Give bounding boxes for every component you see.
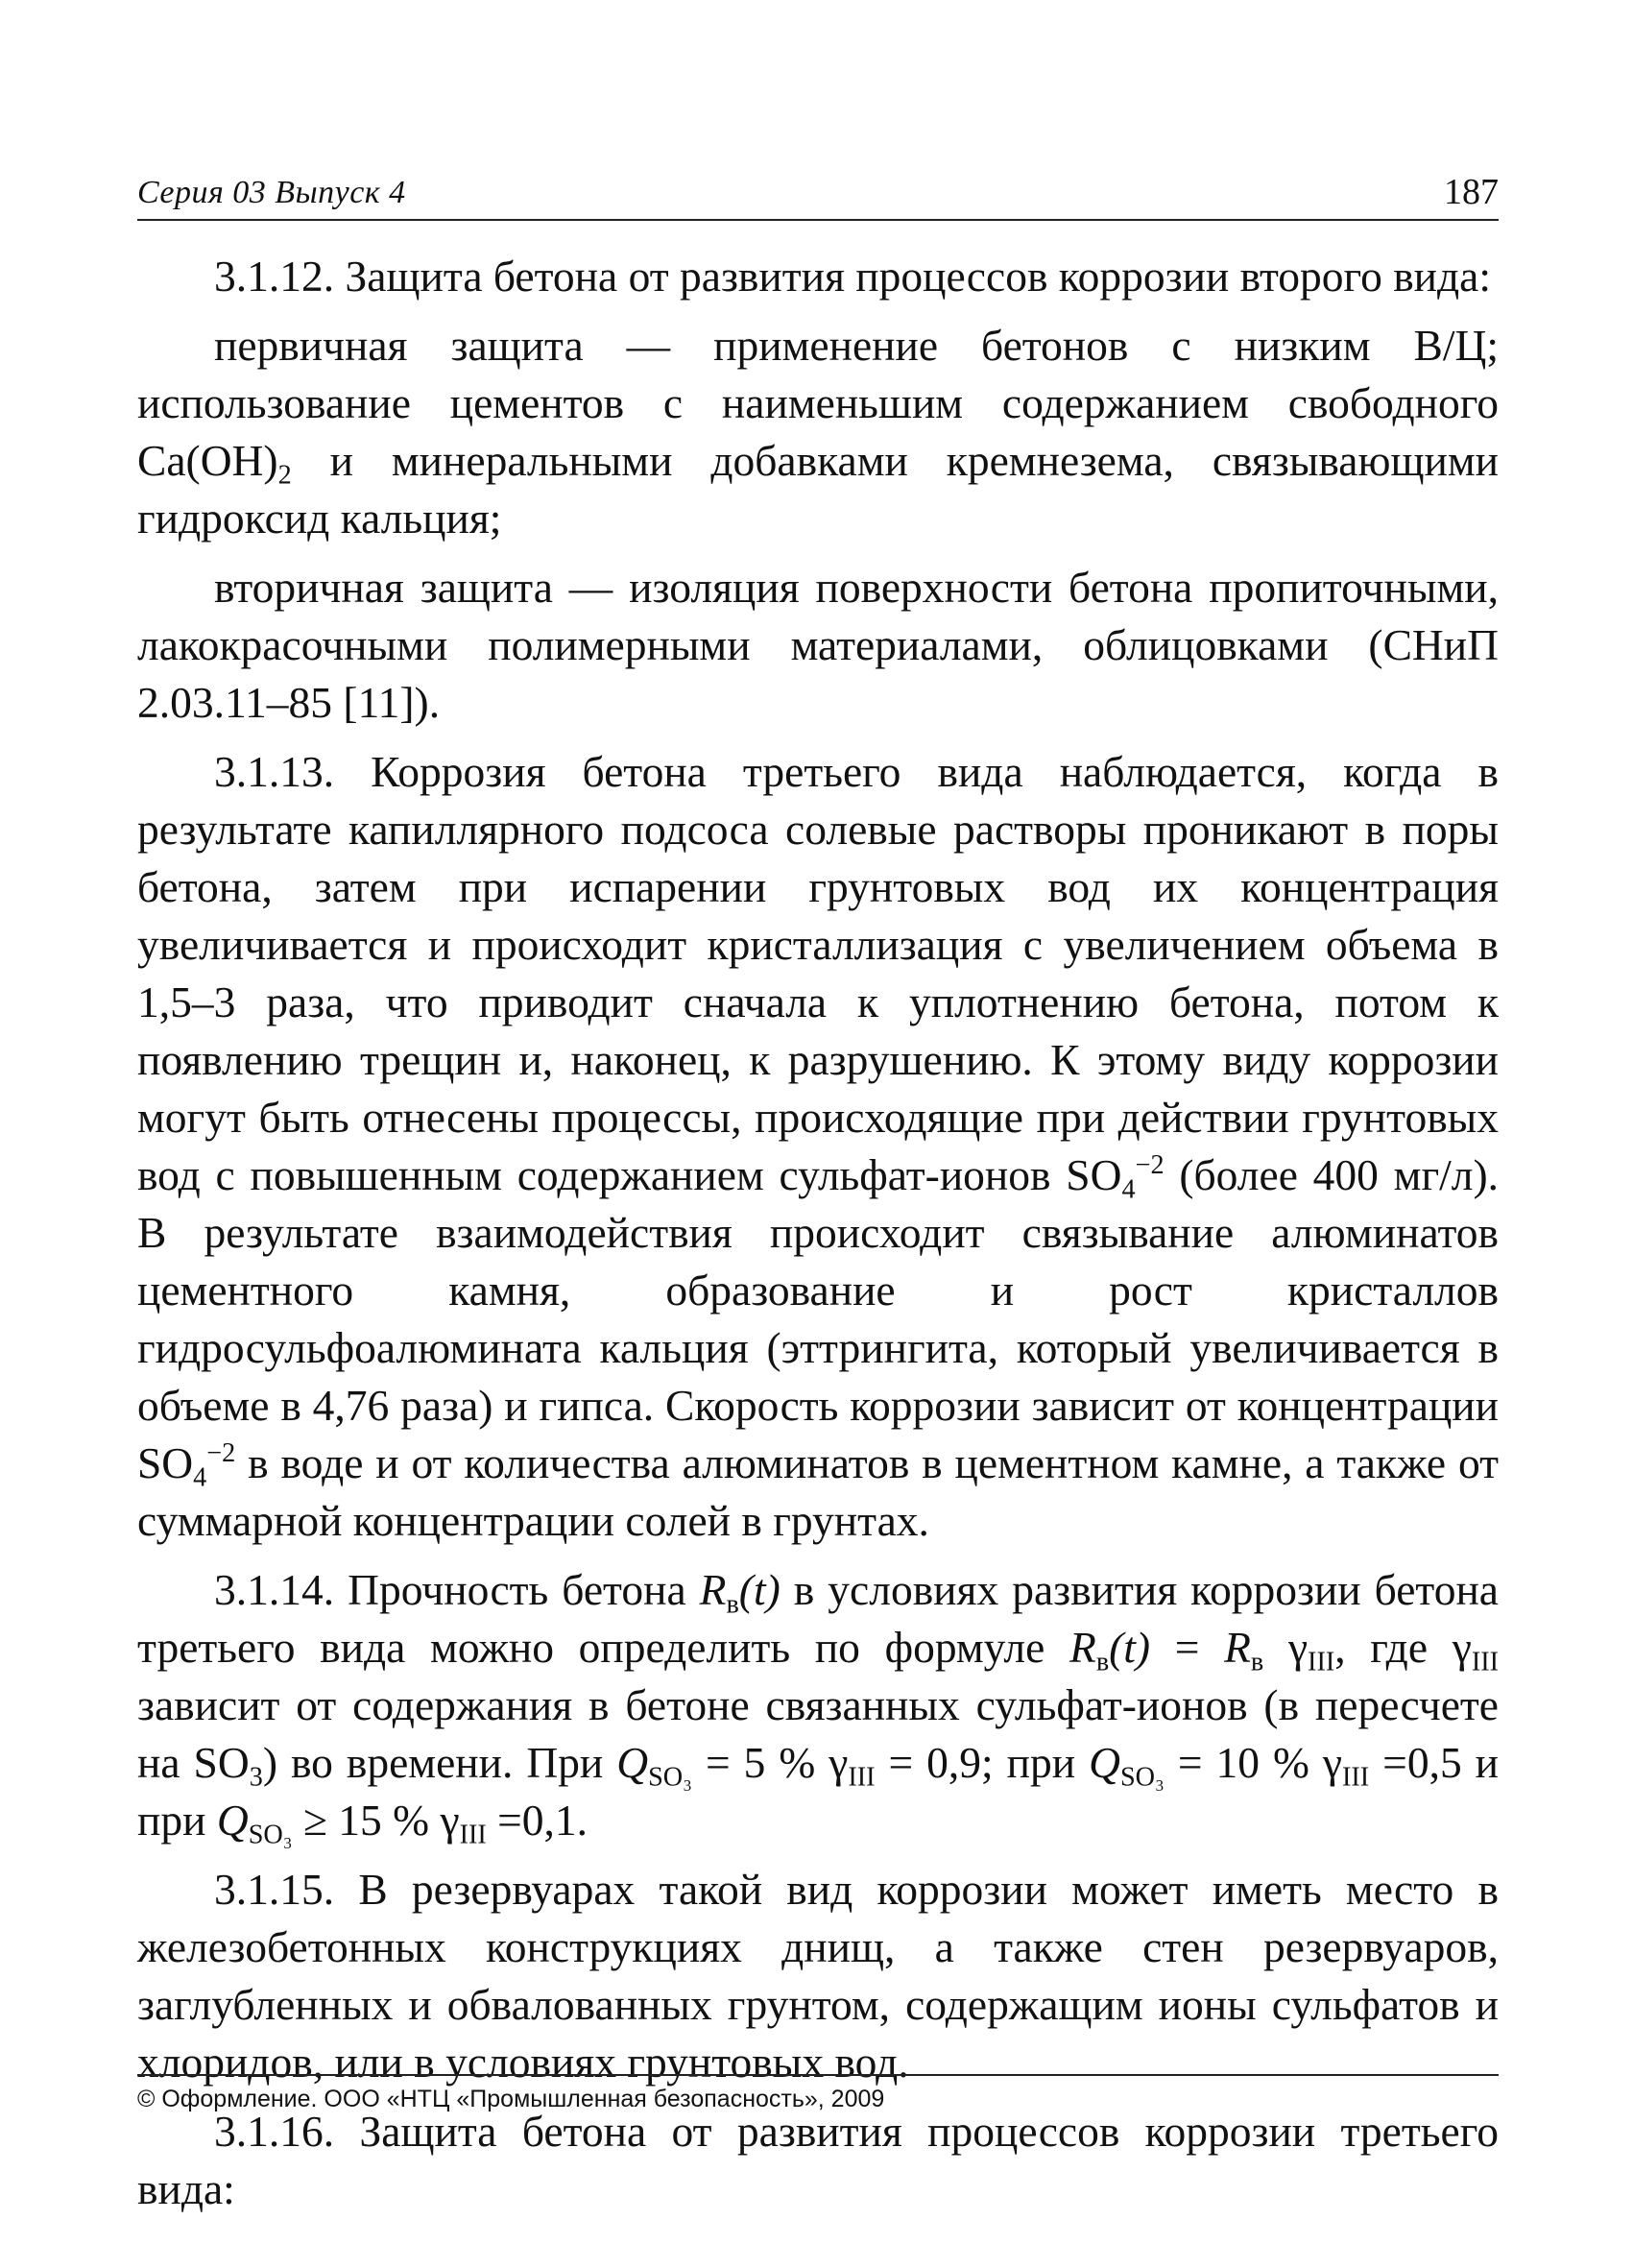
page-number: 187 xyxy=(1444,172,1499,212)
paragraph-3-1-16: 3.1.16. Защита бетона от развития процессов коррозии третьего вида: xyxy=(137,2107,1499,2213)
page-header xyxy=(137,165,1499,221)
page-footer xyxy=(137,2074,1499,2113)
paragraph-3-1-14: 3.1.14. Прочность бетона $R_в(t)$ в условиях развития коррозии бетона третьего вида можно определить по формуле $R_в(t) = R_в$ $\gamma_{III}$, где $\gamma_{III}$ зависит от содержания в бетоне связанных сульфат-ионов (в пересчете на $SO_3$) во времени. При $Q_{SO_3} = 5$ % $\gamma_{III} = 0,9$; при $Q_{SO_3} = 10$ % $\gamma_{III} =0,5$ и при $Q_{SO_3} \ge 15$ % $\gamma_{III} =0,1$. xyxy=(137,1565,1500,1850)
paragraph-3-1-13: 3.1.13. Коррозия бетона третьего вида наблюдается, когда в результате капиллярного подсоса солевые растворы проникают в поры бетона, затем при испарении грунтовых вод их концентрация увеличивается и происходит кристаллизация с увеличением объема в 1,5–3 раза, что приводит сначала к уплотнению бетона, потом к появлению трещин и, наконец, к разрушению. К этому виду коррозии могут быть отнесены процессы, происходящие при действии грунтовых вод с повышенным содержанием сульфат-ионов $SO_4^{-2}$ (более 400 мг/л). В результате взаимодействия происходит связывание алюминатов цементного камня, образование и рост кристаллов гидросульфоалюмината кальция (эттрингита, который увеличивается в объеме в 4,76 раза) и гипса. Скорость коррозии зависит от концентрации $SO_4^{-2}$ в воде и от количества алюминатов в цементном камне, а также от суммарной концентрации солей в грунтах. xyxy=(137,747,1499,1545)
paragraph-primary-protection: первичная защита — применение бетонов с низким В/Ц; использование цементов с наименьшим содержанием свободного $Са(ОН)_2$ и минеральными добавками кремнезема, связывающими гидроксид кальция; xyxy=(137,321,1499,543)
paragraph-3-1-15: 3.1.15. В резервуарах такой вид коррозии может иметь место в железобетонных конструкциях днищ, а также стен резервуаров, заглубленных и обвалованных грунтом, содержащим ионы сульфатов и хлоридов, или в условиях грунтовых вод. xyxy=(137,1865,1499,2087)
paragraph-3-1-12: 3.1.12. Защита бетона от развития процессов коррозии второго вида: xyxy=(214,252,1492,301)
body-text xyxy=(137,248,1499,2230)
running-title: Серия 03 Выпуск 4 xyxy=(137,175,406,210)
paragraph-secondary-protection: вторичная защита — изоляция поверхности бетона пропиточными, лакокрасочными полимерными материалами, облицовками (СНиП 2.03.11–85 [11]). xyxy=(137,563,1499,727)
copyright-notice: © Оформление. ООО «НТЦ «Промышленная безопасность», 2009 xyxy=(137,2086,885,2112)
